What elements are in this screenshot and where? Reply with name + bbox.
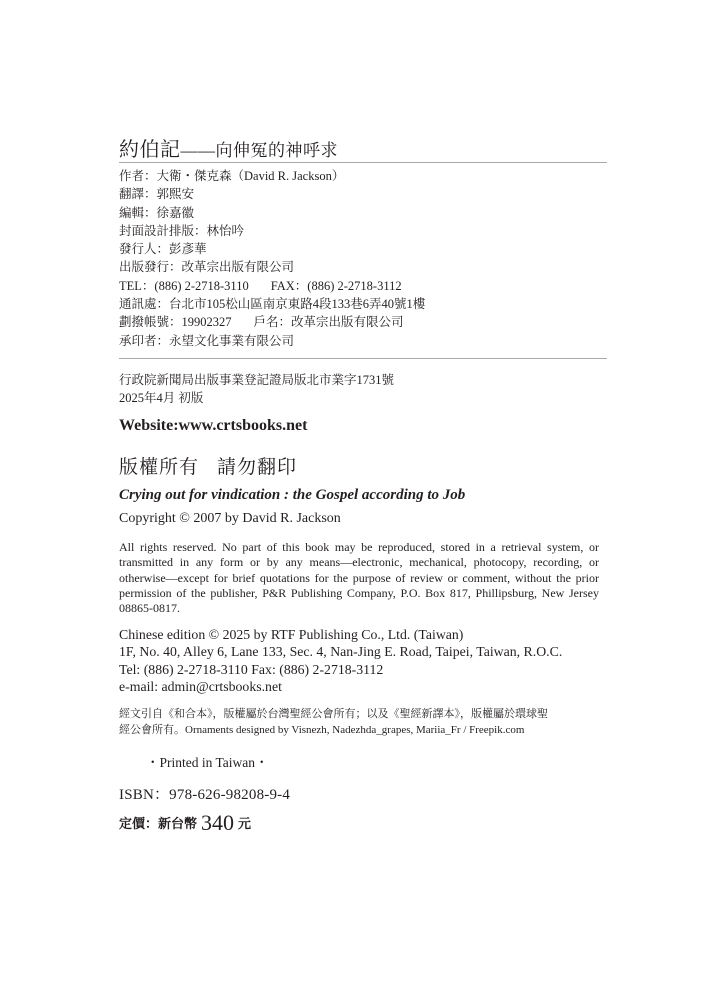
book-subtitle: ——向伸冤的神呼求 [180,141,338,160]
contact-line [119,277,607,295]
chinese-edition-phone: Tel: (886) 2-2718-3110 Fax: (886) 2-2718-3112 [119,661,384,677]
rights-right: 請勿翻印 [217,457,298,478]
account-line [119,313,607,331]
scripture-credits [119,707,607,738]
printer-line: 承印者：永望文化事業有限公司 [119,333,295,348]
account-name: 戶名：改革宗出版有限公司 [253,315,404,330]
printed-in-taiwan: ・Printed in Taiwan・ [146,755,269,770]
legal-notice: All rights reserved. No part of this book may be reproduced, stored in a retrieval system, or transmitted in any form or by any means—electronic, mechanical, photocopy, recording, or otherwise—except for brief quotations for the purpose of review or comment, without the prior permission of the publisher, P&R Publishing Company, P.O. Box 817, Phillipsburg, New Jersey 08865-0817. [119,540,599,616]
editor-line: 編輯：徐嘉徽 [119,205,195,220]
ornaments-credit: Ornaments designed by Visnezh, Nadezhda_grapes, Mariia_Fr / Freepik.com [185,723,525,736]
author-line: 作者：大衛・傑克森（David R. Jackson） [119,169,345,183]
chinese-edition-block [119,626,562,695]
edition-line: 2025年4月 初版 [119,391,204,406]
rights-reserved [119,452,297,479]
address-line: 通訊處：台北市105松山區南京東路4段133巷6弄40號1樓 [119,297,426,312]
title-divider [119,162,607,163]
price-line [119,808,251,834]
registration-block [119,371,394,408]
design-line: 封面設計排版：林怡吟 [119,223,245,238]
fax-text: FAX：(886) 2-2718-3112 [270,278,402,293]
price-unit: 元 [238,817,252,832]
chinese-edition-address: 1F, No. 40, Alley 6, Lane 133, Sec. 4, Nan-Jing E. Road, Taipei, Taiwan, R.O.C. [119,644,563,660]
rights-left: 版權所有 [119,457,200,478]
publisher-line: 出版發行：改革宗出版有限公司 [119,260,295,275]
website-line: Website:www.crtsbooks.net [119,417,308,434]
book-title-main: 約伯記 [119,139,181,161]
scripture-line-1: 經文引自《和合本》，版權屬於台灣聖經公會所有；以及《聖經新譯本》，版權屬於環球聖 [119,708,548,720]
translator-line: 翻譯：郭熙安 [119,187,195,202]
tel-text: TEL：(886) 2-2718-3110 [119,278,249,293]
original-title: Crying out for vindication : the Gospel according to Job [119,487,466,503]
price-label: 定價：新台幣 [119,817,198,832]
license-line: 行政院新聞局出版事業登記證局版北市業字1731號 [119,373,395,387]
scripture-line-2 [119,723,607,739]
info-divider [119,358,607,359]
chinese-edition-line: Chinese edition © 2025 by RTF Publishing Co., Ltd. (Taiwan) [119,627,464,642]
isbn-line: ISBN：978-626-98208-9-4 [119,787,291,803]
publisher-person-line: 發行人：彭彥華 [119,242,207,257]
scripture-line-2-zh: 經公會所有。 [119,723,185,736]
book-title [119,133,338,162]
chinese-edition-email: e-mail: admin@crtsbooks.net [119,678,282,694]
original-copyright: Copyright © 2007 by David R. Jackson [119,511,341,526]
publication-info [119,167,607,350]
account-number: 劃撥帳號：19902327 [119,315,232,330]
price-amount: 340 [201,810,235,835]
